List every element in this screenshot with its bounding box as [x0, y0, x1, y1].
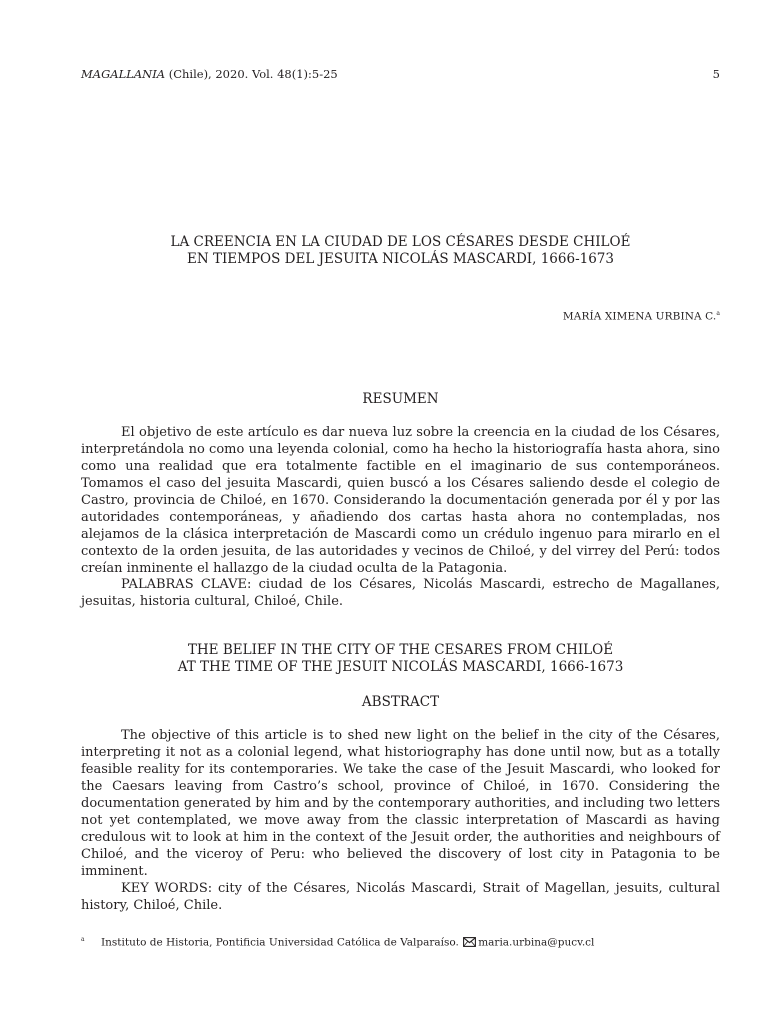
footnote — [81, 933, 720, 951]
key-words-text: KEY WORDS: city of the Césares, Nicolás Mascardi, Strait of Magellan, jesuits, cultural history, Chiloé, Chile. — [81, 881, 720, 913]
author-byline — [563, 307, 720, 324]
palabras-clave — [81, 576, 720, 610]
journal-details: (Chile), 2020. Vol. 48(1):5-25 — [165, 67, 338, 81]
article-title — [81, 234, 720, 268]
author-name: MARÍA XIMENA URBINA C. — [562, 310, 717, 323]
footnote-affiliation: Instituto de Historia, Pontificia Universidad Católica de Valparaíso. — [101, 936, 459, 949]
english-title — [81, 642, 720, 676]
running-head — [81, 67, 720, 81]
mail-icon — [463, 937, 476, 951]
english-title-line-2: AT THE TIME OF THE JESUIT NICOLÁS MASCARDI, 1666-1673 — [177, 659, 624, 675]
journal-name: MAGALLANIA — [81, 67, 166, 81]
article-title-line-1: LA CREENCIA EN LA CIUDAD DE LOS CÉSARES DESDE CHILOÉ — [170, 234, 631, 250]
author-email-link[interactable]: maria.urbina@pucv.cl — [478, 936, 595, 949]
resumen-paragraph: El objetivo de este artículo es dar nueva luz sobre la creencia en la ciudad de los Césares, interpretándola no como una leyenda colonial, como ha hecho la historiografía hasta ahora, sino como una realidad que era totalmente factible en el imaginario de sus contemporáneos. Tomamos el caso del jesuita Mascardi, quien buscó a los Césares saliendo desde el colegio de Castro, provincia de Chiloé, en 1670. Considerando la documentación generada por él y por las autoridades contemporáneas, y añadiendo dos cartas hasta ahora no contempladas, nos alejamos de la clásica interpretación de Mascardi como un crédulo ingenuo para mirarlo en el contexto de la orden jesuita, de las autoridades y vecinos de Chiloé, y del virrey del Perú: todos creían inminente el hallazgo de la ciudad oculta de la Patagonia. — [81, 425, 720, 576]
page-number: 5 — [712, 67, 720, 81]
resumen-heading: RESUMEN — [362, 391, 439, 407]
palabras-clave-text: PALABRAS CLAVE: ciudad de los Césares, Nicolás Mascardi, estrecho de Magallanes, jesuitas, historia cultural, Chiloé, Chile. — [81, 577, 720, 609]
footnote-mark: a — [81, 936, 85, 943]
abstract-body — [81, 727, 720, 880]
resumen-body — [81, 424, 720, 577]
key-words — [81, 880, 720, 914]
english-title-line-1: THE BELIEF IN THE CITY OF THE CESARES FROM CHILOÉ — [187, 642, 614, 658]
abstract-heading: ABSTRACT — [361, 694, 440, 710]
article-title-line-2: EN TIEMPOS DEL JESUITA NICOLÁS MASCARDI, 1666-1673 — [186, 251, 614, 267]
abstract-paragraph: The objective of this article is to shed new light on the belief in the city of the Césares, interpreting it not as a colonial legend, what historiography has done until now, but as a totally feasible reality for its contemporaries. We take the case of the Jesuit Mascardi, who looked for the Caesars leaving from Castro’s school, province of Chiloé, in 1670. Considering the documentation generated by him and by the contemporary authorities, and including two letters not yet contemplated, we move away from the classic interpretation of Mascardi as having credulous wit to look at him in the context of the Jesuit order, the authorities and neighbours of Chiloé, and the viceroy of Peru: who believed the discovery of lost city in Patagonia to be imminent. — [81, 728, 720, 879]
article-page — [81, 0, 720, 1024]
author-footnote-mark: a — [716, 310, 720, 317]
